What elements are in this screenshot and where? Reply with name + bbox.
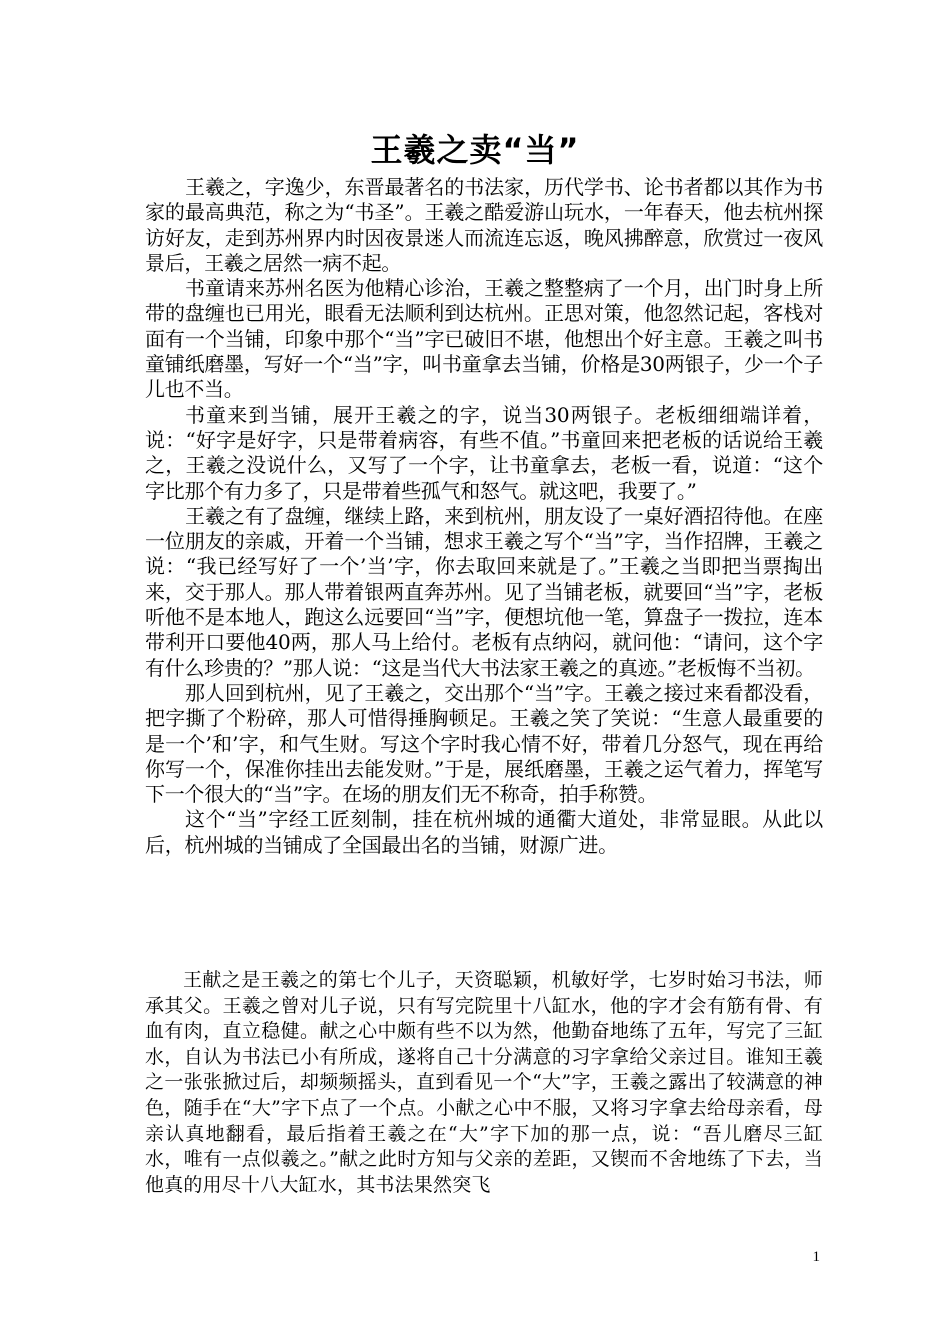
paragraph: 书童来到当铺，展开王羲之的字，说当30两银子。老板细细端详着，说：“好字是好字，只是带着病容，有些不值。”书童回来把老板的话说给王羲之，王羲之没说什么，又写了一个字，让书童拿去，老板一看，说道：“这个字比那个有力多了，只是带着些孤气和怒气。就这吧，我要了。”	[145, 402, 823, 503]
paragraph: 王羲之，字逸少，东晋最著名的书法家，历代学书、论书者都以其作为书家的最高典范，称之为“书圣”。王羲之酷爱游山玩水，一年春天，他去杭州探访好友，走到苏州界内时因夜景迷人而流连忘返，晚风拂醉意，欣赏过一夜风景后，王羲之居然一病不起。	[145, 175, 823, 275]
paragraph: 王献之是王羲之的第七个儿子，天资聪颖，机敏好学，七岁时始习书法，师承其父。王羲之曾对儿子说，只有写完院里十八缸水，他的字才会有筋有骨、有血有肉，直立稳健。献之心中颇有些不以为然，他勤奋地练了五年，写完了三缸水，自认为书法已小有所成，遂将自己十分满意的习字拿给父亲过目。谁知王羲之一张张掀过后，却频频摇头，直到看见一个“大”字，王羲之露出了较满意的神色，随手在“大”字下点了一个点。小献之心中不服，又将习字拿去给母亲看，母亲认真地翻看，最后指着王羲之在“大”字下加的那一点，说：“吾儿磨尽三缸水，唯有一点似羲之。”献之此时方知与父亲的差距，又锲而不舍地练了下去，当他真的用尽十八大缸水，其书法果然突飞	[145, 969, 823, 1196]
page-number: 1	[812, 1249, 820, 1265]
paragraph: 那人回到杭州，见了王羲之，交出那个“当”字。王羲之接过来看都没看，把字撕了个粉碎，那人可惜得捶胸顿足。王羲之笑了笑说：“生意人最重要的是一个’和’字，和气生财。写这个字时我心情不好，带着几分怒气，现在再给你写一个，保准你挂出去能发财。”于是，展纸磨墨，王羲之运气着力，挥笔写下一个很大的“当”字。在场的朋友们无不称奇，拍手称赞。	[145, 680, 823, 807]
paragraph: 这个“当”字经工匠刻制，挂在杭州城的通衢大道处，非常显眼。从此以后，杭州城的当铺成了全国最出名的当铺，财源广进。	[145, 807, 823, 857]
paragraph: 王羲之有了盘缠，继续上路，来到杭州，朋友设了一桌好酒招待他。在座一位朋友的亲戚，开着一个当铺，想求王羲之写个“当”字，当作招牌，王羲之说：“我已经写好了一个’当’字，你去取回来就是了。”王羲之当即把当票掏出来，交于那人。那人带着银两直奔苏州。见了当铺老板，就要回“当”字，老板听他不是本地人，跑这么远要回“当”字，便想坑他一笔，算盘子一拨拉，连本带利开口要他40两，那人马上给付。老板有点纳闷，就问他：“请问，这个字有什么珍贵的？”那人说：“这是当代大书法家王羲之的真迹。”老板悔不当初。	[145, 503, 823, 680]
story-section-wang-xizhi	[145, 175, 823, 858]
story-section-wang-xianzhi	[145, 968, 823, 1198]
paragraph: 书童请来苏州名医为他精心诊治，王羲之整整病了一个月，出门时身上所带的盘缠也已用光，眼看无法顺利到达杭州。正思对策，他忽然记起，客栈对面有一个当铺，印象中那个“当”字已破旧不堪，他想出个好主意。王羲之叫书童铺纸磨墨，写好一个“当”字，叫书童拿去当铺，价格是30两银子，少一个子儿也不当。	[145, 276, 823, 402]
document-title: 王羲之卖“当”	[370, 131, 580, 169]
